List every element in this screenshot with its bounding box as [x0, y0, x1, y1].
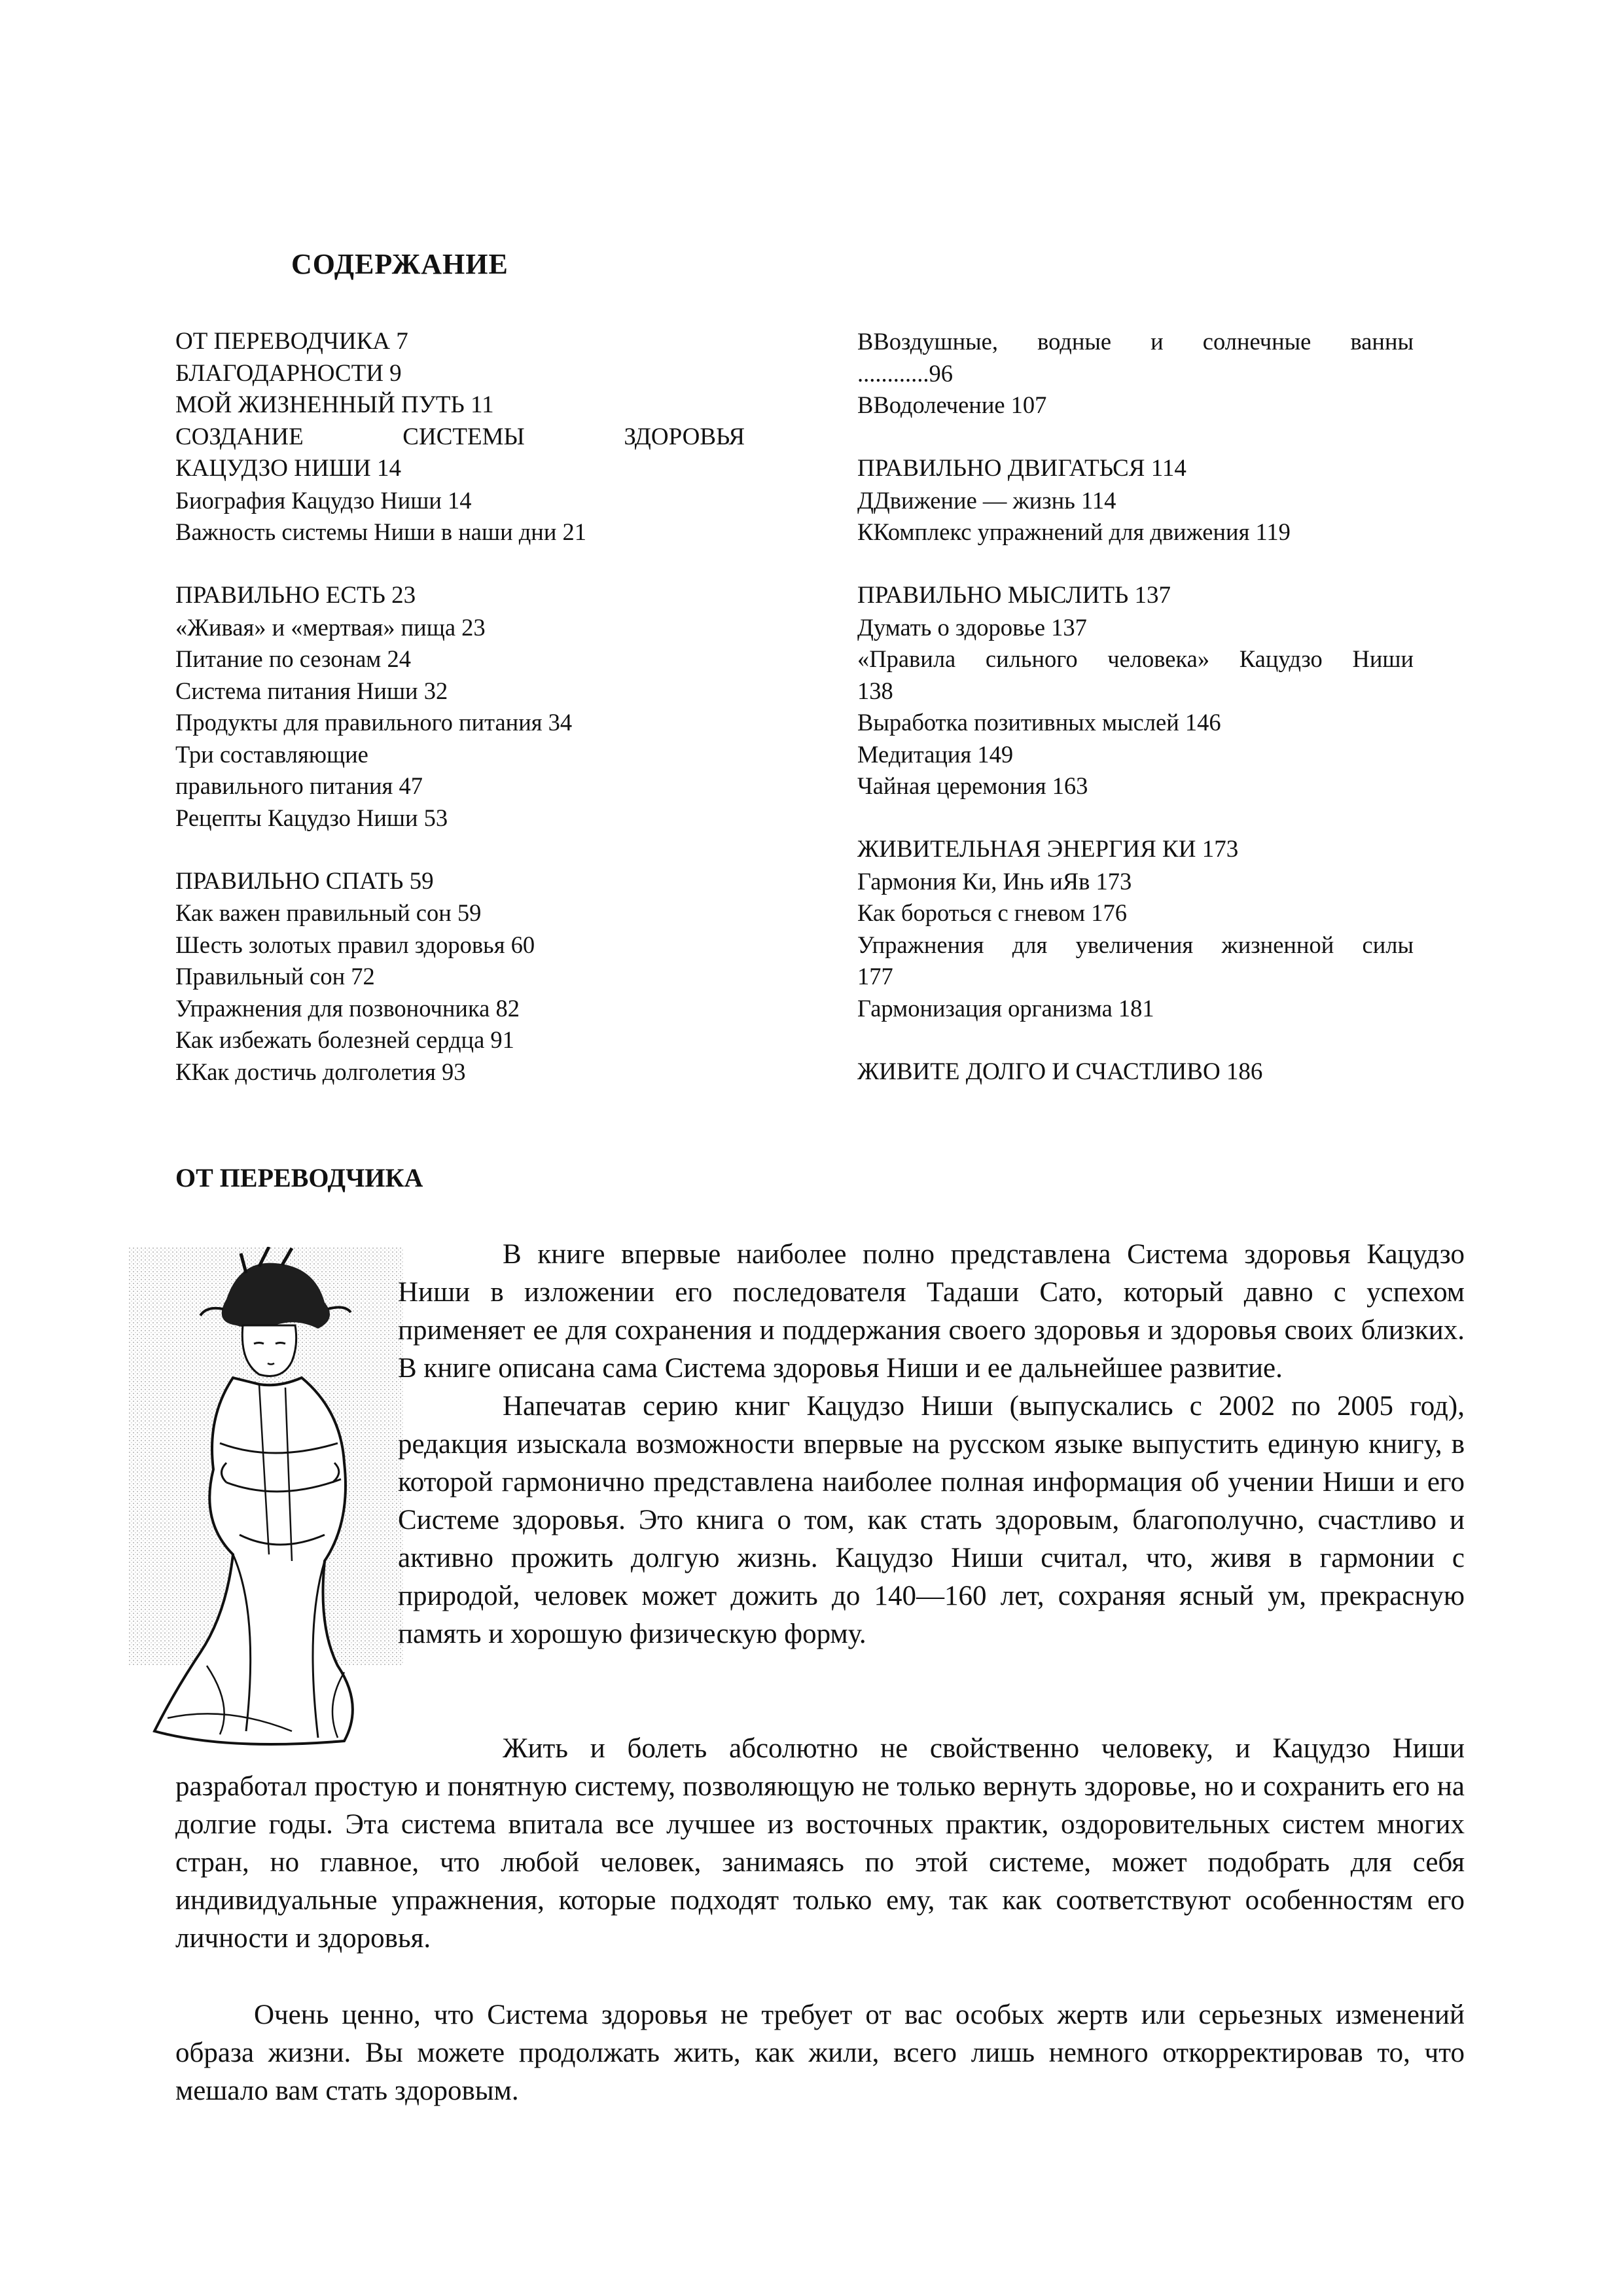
- section-title: ОТ ПЕРЕВОДЧИКА: [175, 1163, 423, 1193]
- toc-entry: Гармонизация организма 181: [857, 994, 1154, 1022]
- toc-entry: Упражнения для увеличения жизненной силы: [857, 931, 1414, 958]
- toc-entry: Медитация 149: [857, 740, 1014, 768]
- toc-right-column: [857, 326, 1414, 1088]
- toc-entry: МОЙ ЖИЗНЕННЫЙ ПУТЬ 11: [175, 391, 494, 418]
- toc-entry: ЖИВИТЕЛЬНАЯ ЭНЕРГИЯ КИ 173: [857, 836, 1239, 863]
- toc-entry: Продукты для правильного питания 34: [175, 709, 573, 736]
- toc-entry: ПРАВИЛЬНО МЫСЛИТЬ 137: [857, 582, 1171, 609]
- toc-entry: Правильный сон 72: [175, 963, 375, 990]
- toc-entry: Как бороться с гневом 176: [857, 899, 1128, 926]
- toc-entry: ЖИВИТЕ ДОЛГО И СЧАСТЛИВО 186: [857, 1058, 1263, 1085]
- toc-entry: Выработка позитивных мыслей 146: [857, 709, 1221, 736]
- toc-entry: ............96: [857, 359, 953, 387]
- japanese-woman-in-kimono-illustration: [128, 1247, 403, 1751]
- toc-entry: Питание по сезонам 24: [175, 645, 411, 672]
- paragraph: Очень ценно, что Система здоровья не требует от вас особых жертв или серьезных изменений образа жизни. Вы можете продолжать жить, как жили, всего лишь немного откорректировав то, что мешало вам стать здоровым.: [175, 2000, 1465, 2106]
- toc-entry: ВВодолечение 107: [857, 391, 1047, 418]
- toc-entry: правильного питания 47: [175, 772, 423, 799]
- toc-entry: Биография Кацудзо Ниши 14: [175, 486, 472, 514]
- toc-entry: «Правила сильного человека» Кацудзо Ниши: [857, 645, 1414, 672]
- toc-entry: Как важен правильный сон 59: [175, 899, 482, 926]
- toc-entry: ДДвижение — жизнь 114: [857, 486, 1116, 514]
- toc-entry: Шесть золотых правил здоровья 60: [175, 931, 535, 958]
- toc-entry: Система питания Ниши 32: [175, 677, 448, 704]
- toc-entry: Чайная церемония 163: [857, 772, 1088, 799]
- toc-entry: КАЦУДЗО НИШИ 14: [175, 455, 401, 482]
- toc-entry: Как избежать болезней сердца 91: [175, 1026, 514, 1053]
- toc-entry: Думать о здоровье 137: [857, 613, 1087, 641]
- paragraph-block: [398, 1236, 1465, 1653]
- toc-entry: Рецепты Кацудзо Ниши 53: [175, 804, 448, 831]
- toc-entry: 138: [857, 677, 893, 704]
- toc-entry: ПРАВИЛЬНО ДВИГАТЬСЯ 114: [857, 455, 1186, 482]
- toc-title: СОДЕРЖАНИЕ: [291, 248, 508, 280]
- toc-entry: Гармония Ки, Инь иЯв 173: [857, 867, 1132, 895]
- paragraph-block: [175, 1996, 1465, 2110]
- toc-entry: Три составляющие: [175, 740, 368, 768]
- paragraph: Напечатав серию книг Кацудзо Ниши (выпускались с 2002 по 2005 год), редакция изыскала возможности впервые на русском языке выпустить единую книгу, в которой гармонично представлена наиболее полная информация об учении Ниши и его Системе здоровья. Это книга о том, как стать здоровым, благополучно, счастливо и активно прожить долгую жизнь. Кацудзо Ниши считал, что, живя в гармонии с природой, человек может дожить до 140—160 лет, сохраняя ясный ум, прекрасную память и хорошую физическую форму.: [398, 1391, 1465, 1649]
- toc-left-column: [175, 326, 745, 1088]
- toc-entry: ККомплекс упражнений для движения 119: [857, 518, 1291, 545]
- toc-entry: Упражнения для позвоночника 82: [175, 994, 520, 1022]
- toc-entry: ОТ ПЕРЕВОДЧИКА 7: [175, 328, 408, 355]
- toc-entry: СОЗДАНИЕ СИСТЕМЫ ЗДОРОВЬЯ: [175, 423, 745, 450]
- paragraph-block: [175, 1730, 1465, 1958]
- paragraph: В книге впервые наиболее полно представлена Система здоровья Кацудзо Ниши в изложении его последователя Тадаши Сато, который давно с успехом применяет ее для сохранения и поддержания своего здоровья и здоровья своих близких. В книге описана сама Система здоровья Ниши и ее дальнейшее развитие.: [398, 1239, 1465, 1384]
- toc-entry: ВВоздушные, водные и солнечные ванны: [857, 328, 1414, 355]
- toc-entry: ККак достичь долголетия 93: [175, 1058, 466, 1085]
- toc-entry: БЛАГОДАРНОСТИ 9: [175, 359, 402, 387]
- toc-entry: 177: [857, 963, 893, 990]
- toc-entry: ПРАВИЛЬНО ЕСТЬ 23: [175, 582, 416, 609]
- toc-entry: Важность системы Ниши в наши дни 21: [175, 518, 586, 545]
- paragraph: Жить и болеть абсолютно не свойственно человеку, и Кацудзо Ниши разработал простую и понятную систему, позволяющую не только вернуть здоровье, но и сохранить его на долгие годы. Эта система впитала все лучшее из восточных практик, оздоровительных систем многих стран, но главное, что любой человек, занимаясь по этой системе, может подобрать для себя индивидуальные упражнения, которые подходят только ему, так как соответствуют особенностям его личности и здоровья.: [175, 1733, 1465, 1954]
- toc-entry: ПРАВИЛЬНО СПАТЬ 59: [175, 867, 434, 895]
- toc-entry: «Живая» и «мертвая» пища 23: [175, 613, 486, 641]
